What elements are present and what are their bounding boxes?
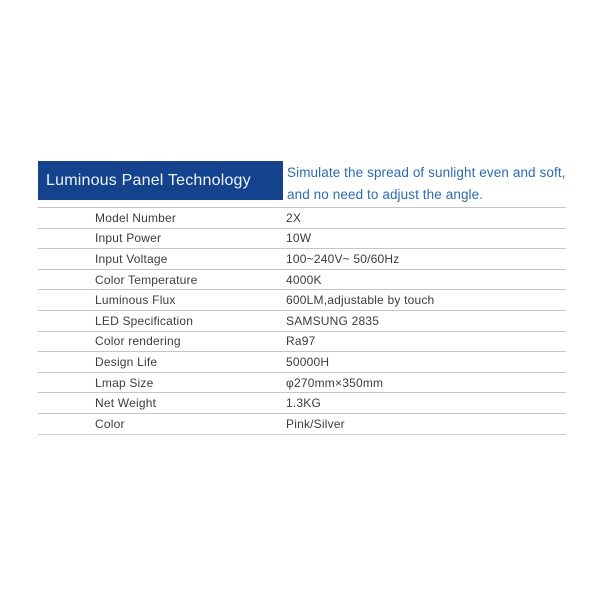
row-value: 4000K — [286, 272, 322, 287]
row-value: φ270mm×350mm — [286, 375, 384, 390]
spec-table — [38, 207, 566, 435]
row-label: Net Weight — [95, 396, 157, 411]
row-value: 100~240V~ 50/60Hz — [286, 251, 400, 266]
page-title: Luminous Panel Technology — [46, 171, 251, 189]
description-line-2: and no need to adjust the angle. — [287, 186, 484, 202]
table-row — [38, 207, 566, 228]
table-row — [38, 413, 566, 434]
row-label: Color Temperature — [95, 272, 198, 287]
row-label: Input Voltage — [95, 251, 168, 266]
table-row — [38, 392, 566, 413]
row-value: 50000H — [286, 354, 330, 369]
row-label: Lmap Size — [95, 375, 154, 390]
description-line-1: Simulate the spread of sunlight even and soft, — [287, 165, 566, 180]
table-row — [38, 228, 566, 249]
row-value: 600LM,adjustable by touch — [286, 293, 435, 308]
row-label: Design Life — [95, 354, 158, 369]
row-label: Color — [95, 416, 125, 431]
table-row — [38, 269, 566, 290]
table-row — [38, 289, 566, 310]
table-row — [38, 310, 566, 331]
row-label: LED Specification — [95, 313, 194, 328]
row-label: Input Power — [95, 231, 162, 246]
row-value: Pink/Silver — [286, 416, 345, 431]
product-description — [287, 161, 587, 205]
table-row — [38, 248, 566, 269]
row-value: 10W — [286, 231, 312, 246]
row-label: Color rendering — [95, 334, 181, 349]
table-row — [38, 372, 566, 393]
row-label: Model Number — [95, 210, 177, 225]
row-value: 2X — [286, 210, 302, 225]
table-row — [38, 331, 566, 352]
title-box — [38, 161, 283, 200]
table-row — [38, 351, 566, 372]
row-value: SAMSUNG 2835 — [286, 313, 380, 328]
row-value: 1.3KG — [286, 396, 322, 411]
row-value: Ra97 — [286, 334, 316, 349]
row-label: Luminous Flux — [95, 293, 176, 308]
header-row — [38, 161, 587, 205]
